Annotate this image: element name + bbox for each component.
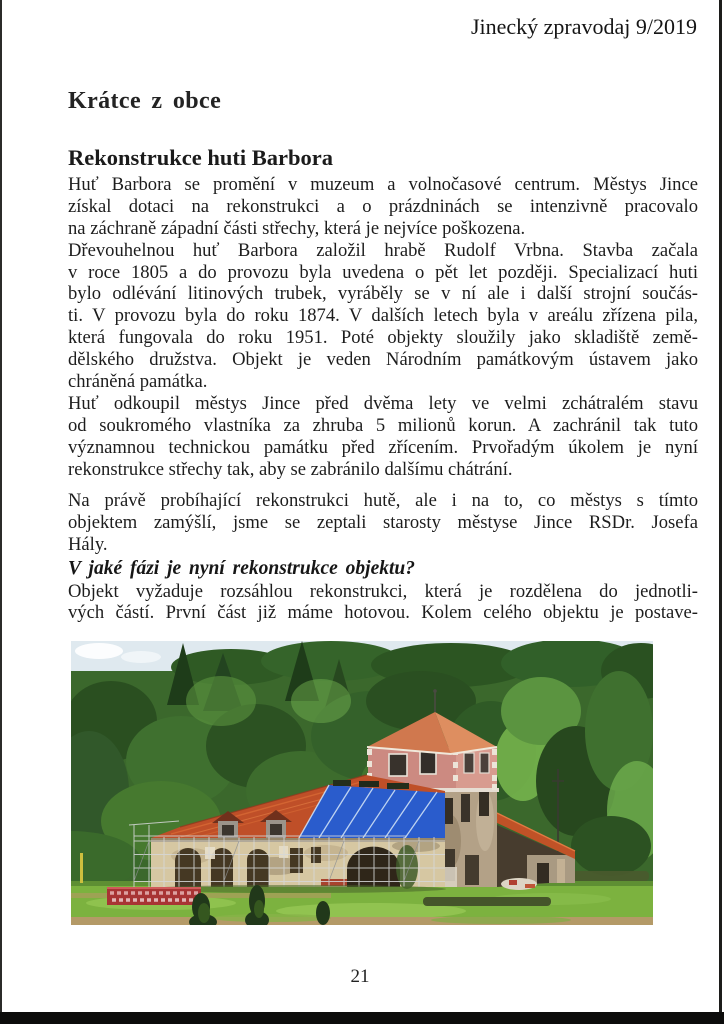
text-line: Huť odkoupil městys Jince před dvěma lety ve velmi zchátralém stavu: [68, 392, 698, 414]
text-line: Objekt vyžaduje rozsáhlou rekonstrukci, která je rozdělena do jednotli-: [68, 580, 698, 602]
paragraph: [68, 490, 698, 556]
masthead-title: Jinecký zpravodaj 9/2019: [470, 14, 697, 39]
scan-edge-bottom: [0, 1012, 724, 1024]
text-line: významnou technickou památku před zřícením. Prvořadým úkolem je nyní: [68, 436, 698, 458]
photo-illustration: [71, 641, 653, 925]
text-line: vých částí. První část již máme hotovou. Kolem celého objektu je postave-: [68, 602, 698, 624]
scan-edge-right: [719, 0, 722, 1024]
text-line: která fungovala do roku 1951. Poté objekty sloužily jako skladiště země-: [68, 327, 698, 349]
text-line: chráněná památka.: [68, 371, 208, 393]
text-line: Huť Barbora se promění v muzeum a volnočasové centrum. Městys Jince: [68, 174, 698, 195]
brick-debris: [321, 879, 347, 886]
text-line: objektem zamýšlí, jsme se zeptali starosty městyse Jince RSDr. Josefa: [68, 512, 698, 534]
text-line: Dřevouhelnou huť Barbora založil hrabě Rudolf Vrbna. Stavba začala: [68, 239, 698, 261]
text-line: Hály.: [68, 534, 108, 556]
rubble-pile: [501, 878, 537, 890]
text-line: dělského družstva. Objekt je veden Národním památkovým ústavem jako: [68, 349, 698, 371]
article-body: [68, 174, 698, 624]
text-line: Na právě probíhající rekonstrukci hutě, ale i na to, co městys s tímto: [68, 490, 698, 512]
paragraph: [68, 393, 698, 481]
text-line: rekonstrukce střechy tak, aby se zabránilo dalšímu chátrání.: [68, 458, 513, 480]
paragraph: [68, 240, 698, 393]
article-title: Rekonstrukce huti Barbora: [68, 145, 334, 170]
scan-edge-left: [0, 0, 2, 1024]
brick-pallets: [107, 887, 201, 905]
paragraph: [68, 174, 698, 240]
soil-patch: [423, 897, 551, 906]
text-line: ti. V provozu byla do roku 1874. V dalších letech byla v areálu zřízena pila,: [68, 305, 698, 327]
text-line: získal dotaci na rekonstrukci a o prázdninách se intenzivně pracovalo: [68, 195, 698, 217]
paragraph: [68, 581, 698, 625]
text-line: od soukromého vlastníka za zhruba 5 milionů korun. A zachránil tak tuto: [68, 414, 698, 436]
yellow-pole: [80, 853, 83, 883]
page-number: 21: [350, 966, 370, 987]
text-line: v roce 1805 a do provozu byla uvedena o pět let později. Specializací huti: [68, 261, 698, 283]
article-photo: [71, 641, 653, 925]
section-title: Krátce z obce: [68, 88, 222, 114]
text-line: na záchraně západní části střechy, která je nejvíce poškozena.: [68, 217, 526, 239]
text-line: bylo odlévání litinových trubek, vyráběly se v ní ale i další strojní součás-: [68, 283, 698, 305]
interview-question: V jaké fázi je nyní rekonstrukce objektu?: [68, 558, 415, 580]
tower-ruin: [440, 790, 497, 887]
